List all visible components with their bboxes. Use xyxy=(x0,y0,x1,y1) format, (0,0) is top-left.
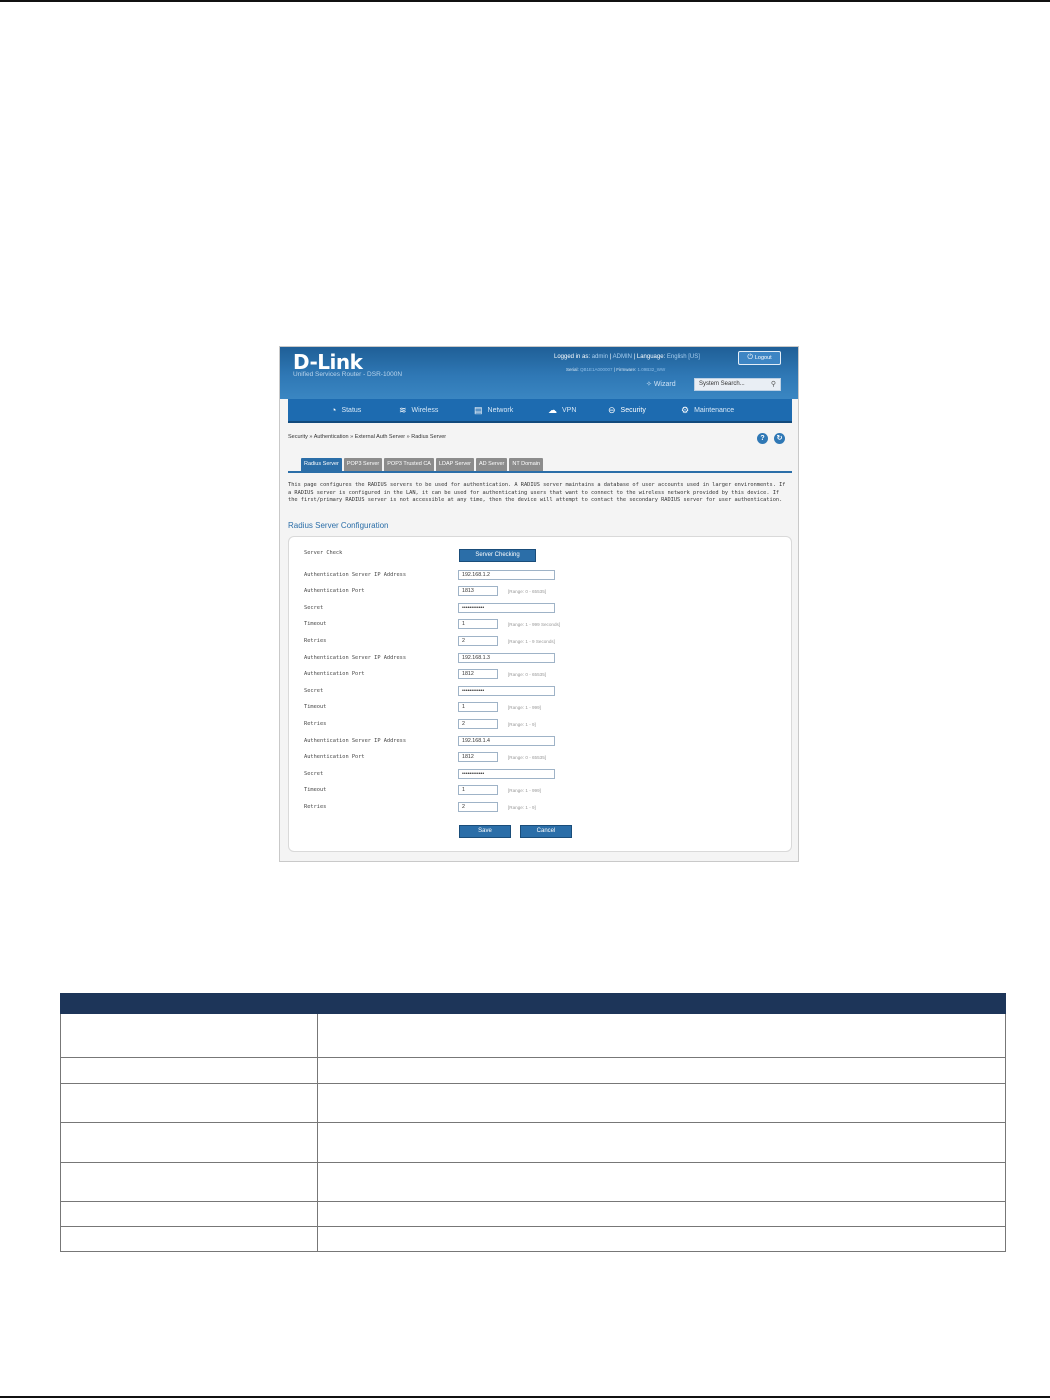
server3-port-input[interactable]: 1812 xyxy=(458,752,498,762)
server2-timeout-input[interactable]: 1 xyxy=(458,702,498,712)
table-row xyxy=(61,1084,1006,1123)
nav-maintenance[interactable] xyxy=(681,405,734,416)
nav-maintenance-label: Maintenance xyxy=(694,407,735,414)
language-label: Language: xyxy=(636,354,666,360)
firmware-value: 1.09B32_WW xyxy=(637,367,666,372)
wizard-label: Wizard xyxy=(653,381,676,388)
port-label: Authentication Port xyxy=(304,588,365,594)
system-search-input[interactable] xyxy=(694,378,781,391)
breadcrumb-separator: » xyxy=(406,434,410,440)
product-subtitle: Unified Services Router - DSR-1000N xyxy=(293,371,403,378)
server3-timeout-input[interactable]: 1 xyxy=(458,785,498,795)
nav-network[interactable] xyxy=(474,405,513,416)
language-select[interactable]: English [US] xyxy=(666,354,700,360)
router-header xyxy=(280,347,799,399)
bottom-rule xyxy=(0,1396,1050,1398)
breadcrumb-item[interactable]: External Auth Server xyxy=(354,434,406,440)
table-header-row xyxy=(61,994,1006,1014)
save-button[interactable]: Save xyxy=(459,825,511,838)
table-cell xyxy=(318,1058,1006,1084)
table-cell xyxy=(318,1227,1006,1252)
tab-radius-server[interactable]: Radius Server xyxy=(301,458,342,471)
tab-underline xyxy=(288,471,792,473)
serial-info: Serial: QB1E1A000007 | Firmware: 1.09B32_WW xyxy=(566,367,666,372)
login-info: Logged in as: admin | ADMIN | Language: English [US] xyxy=(554,354,700,360)
nav-security-label: Security xyxy=(620,407,646,414)
server1-secret-input[interactable]: •••••••••••• xyxy=(458,603,555,613)
gauge-icon: ◔ xyxy=(331,405,337,415)
table-cell xyxy=(61,1123,318,1163)
table-cell xyxy=(318,1202,1006,1227)
table-cell xyxy=(318,1084,1006,1123)
nav-vpn[interactable] xyxy=(548,405,576,416)
secret-label: Secret xyxy=(304,771,324,777)
user-link[interactable]: admin xyxy=(591,354,609,360)
router-screenshot xyxy=(279,346,799,862)
radius-config-panel xyxy=(288,536,792,852)
port-hint: [Range: 0 - 65535] xyxy=(508,672,547,677)
serial-value: QB1E1A000007 xyxy=(580,367,613,372)
timeout-label: Timeout xyxy=(304,704,327,710)
secret-label: Secret xyxy=(304,688,324,694)
breadcrumb-separator: » xyxy=(350,434,354,440)
cancel-button[interactable]: Cancel xyxy=(520,825,572,838)
nav-wireless-label: Wireless xyxy=(411,407,439,414)
search-placeholder: System Search... xyxy=(699,381,745,387)
lock-icon: ⊖ xyxy=(608,405,616,415)
table-row xyxy=(61,1227,1006,1252)
retries-hint: [Range: 1 - 9] xyxy=(508,805,536,810)
dlink-logo: D-Link xyxy=(293,350,363,374)
page-description: This page configures the RADIUS servers to be used for authentication. A RADIUS server maintains a database of user accounts used in larger environments. If a RADIUS server is configured in the LAN, it can be used for authenticating users that want to connect to the wireless network provided by this device. If the first/primary RADIUS server is not accessible at any time, then the device will attempt to contact the secondary RADIUS server for user authentication. xyxy=(288,482,786,504)
nav-status[interactable] xyxy=(331,405,361,415)
table-cell xyxy=(61,1084,318,1123)
retries-label: Retries xyxy=(304,804,327,810)
ip-label: Authentication Server IP Address xyxy=(304,655,407,661)
wizard-link[interactable] xyxy=(646,380,676,388)
tab-ldap-server[interactable]: LDAP Server xyxy=(436,458,474,471)
server2-retries-input[interactable]: 2 xyxy=(458,719,498,729)
cloud-icon: ☁ xyxy=(548,405,557,415)
serial-label: Serial: xyxy=(566,367,579,372)
table-header-cell xyxy=(61,994,318,1014)
port-hint: [Range: 0 - 65535] xyxy=(508,589,547,594)
breadcrumb-item: Radius Server xyxy=(411,434,447,440)
tab-ad-server[interactable]: AD Server xyxy=(476,458,507,471)
timeout-label: Timeout xyxy=(304,787,327,793)
tab-pop3-server[interactable]: POP3 Server xyxy=(344,458,382,471)
retries-label: Retries xyxy=(304,638,327,644)
section-title: Radius Server Configuration xyxy=(288,521,389,530)
table-row xyxy=(61,1123,1006,1163)
auth-tabs xyxy=(301,458,543,471)
table-cell xyxy=(318,1163,1006,1202)
table-cell xyxy=(61,1163,318,1202)
logout-button[interactable] xyxy=(738,351,781,365)
nav-vpn-label: VPN xyxy=(562,407,577,414)
nav-wireless[interactable] xyxy=(399,405,438,416)
power-icon: ⏻ xyxy=(747,354,753,361)
table-row xyxy=(61,1202,1006,1227)
wifi-icon: ≋ xyxy=(399,405,407,415)
retries-label: Retries xyxy=(304,721,327,727)
role-link[interactable]: ADMIN xyxy=(612,354,632,360)
table-row xyxy=(61,1014,1006,1058)
table-header-cell xyxy=(318,994,1006,1014)
table-cell xyxy=(61,1014,318,1058)
main-nav xyxy=(288,399,792,423)
table-row xyxy=(61,1163,1006,1202)
tab-pop3-trusted-ca[interactable]: POP3 Trusted CA xyxy=(384,458,434,471)
logout-label: Logout xyxy=(754,355,772,361)
table-cell xyxy=(61,1227,318,1252)
nav-network-label: Network xyxy=(487,407,514,414)
wand-icon: ✧ xyxy=(646,381,652,388)
table-cell xyxy=(318,1123,1006,1163)
tab-nt-domain[interactable]: NT Domain xyxy=(509,458,543,471)
server2-ip-input[interactable]: 192.168.1.3 xyxy=(458,653,555,663)
breadcrumb-separator: » xyxy=(309,434,313,440)
gears-icon: ⚙ xyxy=(681,405,690,415)
table-cell xyxy=(61,1058,318,1084)
breadcrumb-item[interactable]: Authentication xyxy=(313,434,349,440)
server2-port-input[interactable]: 1812 xyxy=(458,669,498,679)
firmware-label: Firmware: xyxy=(616,367,637,372)
field-reference-table xyxy=(60,993,1006,1252)
port-hint: [Range: 0 - 65535] xyxy=(508,755,547,760)
server1-timeout-input[interactable]: 1 xyxy=(458,619,498,629)
help-icon[interactable]: ? xyxy=(757,433,768,444)
server3-retries-input[interactable]: 2 xyxy=(458,802,498,812)
port-label: Authentication Port xyxy=(304,671,365,677)
breadcrumb-item[interactable]: Security xyxy=(288,434,308,440)
server1-ip-input[interactable]: 192.168.1.2 xyxy=(458,570,555,580)
server-icon: ▤ xyxy=(474,405,483,415)
ip-label: Authentication Server IP Address xyxy=(304,572,407,578)
logged-in-label: Logged in as: xyxy=(554,354,591,360)
ip-label: Authentication Server IP Address xyxy=(304,738,407,744)
server-check-label: Server Check xyxy=(304,550,343,556)
nav-status-label: Status xyxy=(341,406,362,414)
top-rule xyxy=(0,0,1050,2)
refresh-icon[interactable]: ↻ xyxy=(774,433,785,444)
table-cell xyxy=(318,1014,1006,1058)
server1-retries-input[interactable]: 2 xyxy=(458,636,498,646)
search-icon[interactable]: ⚲ xyxy=(770,381,776,388)
server-checking-button[interactable]: Server Checking xyxy=(459,549,536,562)
port-label: Authentication Port xyxy=(304,754,365,760)
server3-secret-input[interactable]: •••••••••••• xyxy=(458,769,555,779)
secret-label: Secret xyxy=(304,605,324,611)
retries-hint: [Range: 1 - 9] xyxy=(508,722,536,727)
timeout-label: Timeout xyxy=(304,621,327,627)
server3-ip-input[interactable]: 192.168.1.4 xyxy=(458,736,555,746)
timeout-hint: [Range: 1 - 999] xyxy=(508,705,541,710)
breadcrumb xyxy=(288,434,446,440)
server1-port-input[interactable]: 1813 xyxy=(458,586,498,596)
timeout-hint: [Range: 1 - 999 Seconds] xyxy=(508,622,561,627)
retries-hint: [Range: 1 - 9 Seconds] xyxy=(508,639,555,644)
server2-secret-input[interactable]: •••••••••••• xyxy=(458,686,555,696)
table-cell xyxy=(61,1202,318,1227)
table-row xyxy=(61,1058,1006,1084)
timeout-hint: [Range: 1 - 999] xyxy=(508,788,541,793)
nav-security[interactable] xyxy=(608,405,646,416)
